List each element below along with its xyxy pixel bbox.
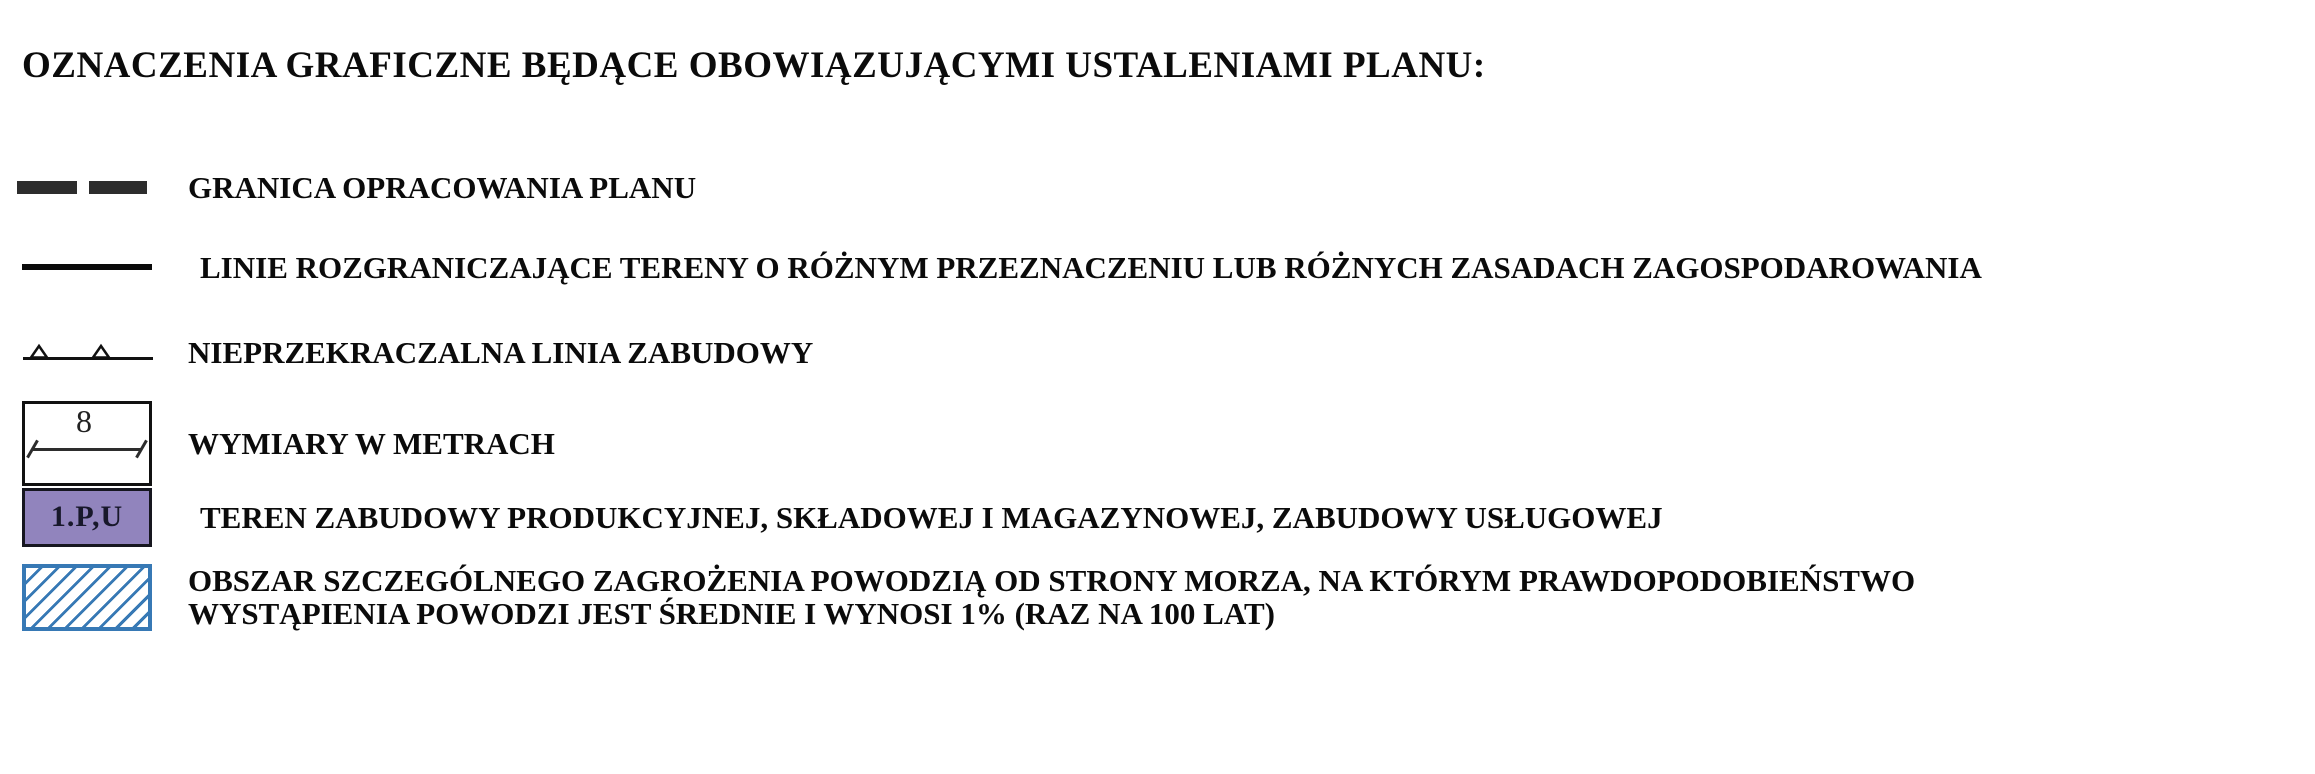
plan-boundary-dashed-line-icon	[17, 181, 147, 194]
legend-item-granica	[0, 167, 2315, 207]
dimension-value: 8	[76, 402, 92, 439]
legend-item-obszar	[0, 562, 2315, 632]
building-limit-symbol-cell	[0, 343, 188, 361]
dimension-line	[32, 448, 142, 451]
legend-item-nlz	[0, 332, 2315, 372]
legend-item-wymiary	[0, 400, 2315, 486]
dash-segment	[17, 181, 77, 194]
dimension-symbol-cell	[0, 401, 188, 486]
legend-label-wymiary: WYMIARY W METRACH	[188, 425, 555, 461]
legend-item-teren	[0, 487, 2315, 547]
legend-label-obszar	[188, 564, 1915, 630]
plan-boundary-symbol-cell	[0, 181, 188, 194]
zone-symbol-cell	[0, 488, 188, 547]
dash-segment	[89, 181, 147, 194]
dividing-line-symbol-cell	[0, 264, 188, 270]
legend-label-obszar-line2: WYSTĄPIENIA POWODZI JEST ŚREDNIE I WYNOSI 1% (RAZ NA 100 LAT)	[188, 596, 1275, 631]
legend-item-linie	[0, 247, 2315, 287]
page-title: OZNACZENIA GRAFICZNE BĘDĄCE OBOWIĄZUJĄCYMI USTALENIAMI PLANU:	[22, 45, 1486, 86]
legend-label-nlz: NIEPRZEKRACZALNA LINIA ZABUDOWY	[188, 334, 814, 370]
legend-label-linie: LINIE ROZGRANICZAJĄCE TERENY O RÓŻNYM PRZEZNACZENIU LUB RÓŻNYCH ZASADACH ZAGOSPODAROWANIA	[200, 249, 1982, 285]
zone-code-box-icon: 1.P,U	[22, 488, 152, 547]
dividing-solid-line-icon	[22, 264, 152, 270]
legend-label-teren: TEREN ZABUDOWY PRODUKCYJNEJ, SKŁADOWEJ I MAGAZYNOWEJ, ZABUDOWY USŁUGOWEJ	[200, 499, 1663, 535]
legend-label-obszar-line1: OBSZAR SZCZEGÓLNEGO ZAGROŻENIA POWODZIĄ OD STRONY MORZA, NA KTÓRYM PRAWDOPODOBIEŃSTWO	[188, 563, 1916, 598]
building-limit-line-icon	[23, 343, 153, 361]
flood-hazard-symbol-cell	[0, 564, 188, 631]
flood-hazard-hatch-icon	[22, 564, 152, 631]
legend-label-granica: GRANICA OPRACOWANIA PLANU	[188, 169, 697, 205]
dimension-box-icon	[22, 401, 152, 486]
